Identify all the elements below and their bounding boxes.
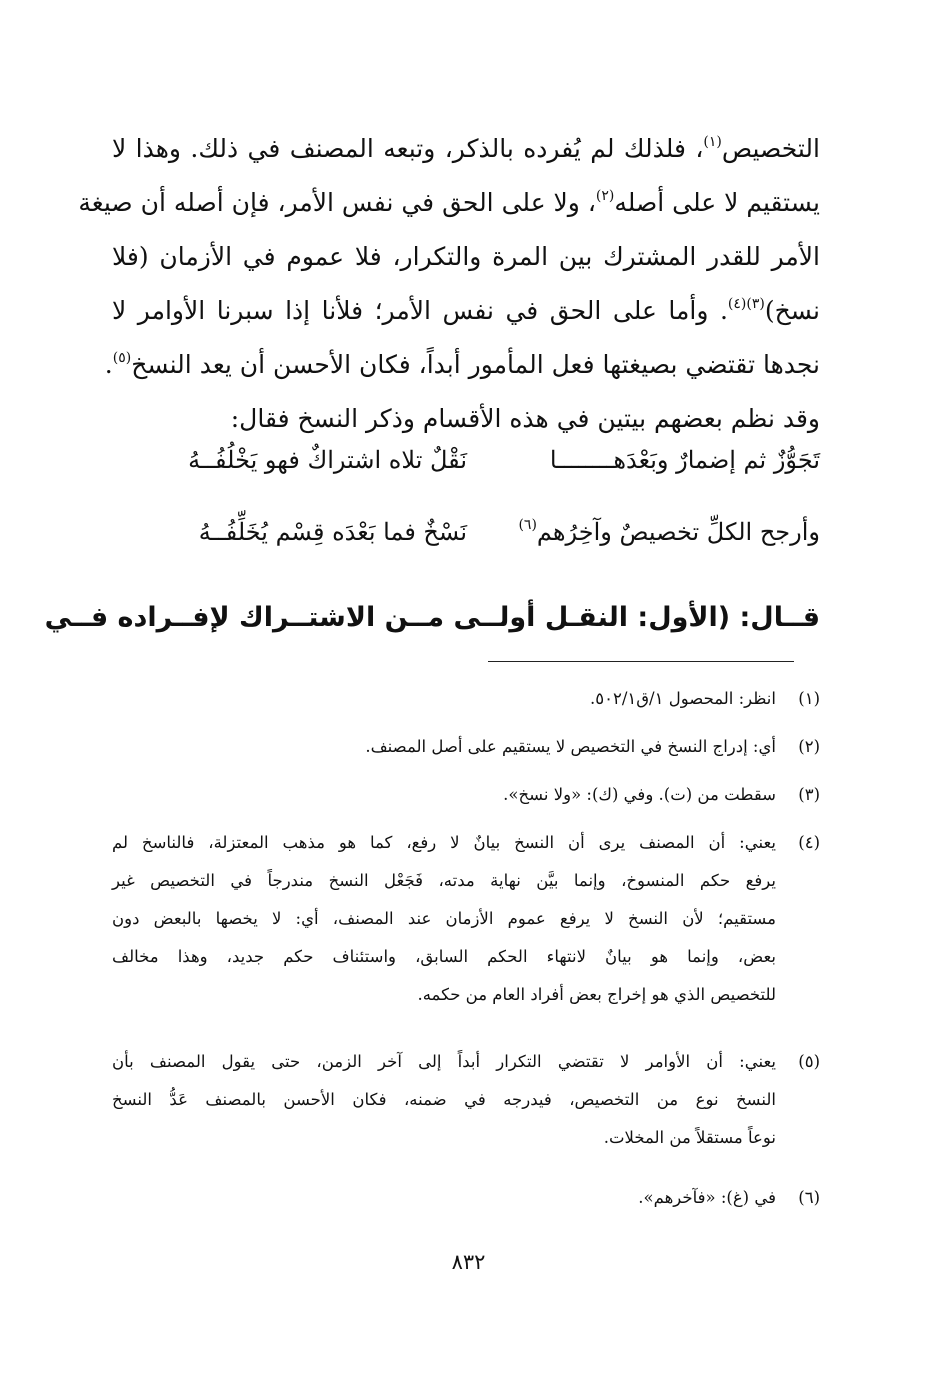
body-line: التخصيص$^{(١)}$، فلذلك لم يُفرده بالذكر، وتبعه المصنف في ذلك. وهذا لا: [112, 134, 820, 163]
footnote-separator: [488, 661, 794, 662]
footnote-number: (٣): [798, 785, 820, 804]
footnote-2: (٢)أي: إدراج النسخ في التخصيص لا يستقيم على أصل المصنف.: [112, 728, 820, 766]
verse-2-first-hemistich: نَسْخٌ فما بَعْدَه قِسْم يُخَلِّفُــهُ: [198, 518, 467, 546]
footnote-number: (٤): [798, 833, 820, 852]
body-line: نسخ)$^{(٣)(٤)}$. وأما على الحق في نفس الأمر؛ فلأنا إذا سبرنا الأوامر لا: [112, 296, 820, 325]
body-line: نجدها تقتضي بصيغتها فعل المأمور أبداً، فكان الأحسن أن يعد النسخ$^{(٥)}$.: [104, 350, 820, 379]
footnote-4: (٤)يعني: أن المصنف يرى أن النسخ بيانٌ لا رفع، كما هو مذهب المعتزلة، فالناسخ لم يرفع حكم المنسوخ، وإنما بيَّن نهاية مدته، فَجَعْل النسخ مندرجاً في التخصيص غير مستقيم؛ لأن النسخ لا يرفع عموم الأزمان عند المصنف، أي: لا يخصها بالبعض دون بعض، وإنما هو بيانٌ لانتهاء الحكم السابق، واستئناف حكم جديد، وهذا مخالف للتخصيص الذي هو إخراج بعض أفراد العام من حكمه.: [112, 824, 820, 1014]
footnote-ref: (٦): [518, 517, 537, 533]
footnote-number: (٥): [798, 1052, 820, 1071]
footnote-ref: (١): [703, 134, 722, 150]
page-number: ٨٣٢: [451, 1250, 486, 1274]
footnote-5: (٥)يعني: أن الأوامر لا تقتضي التكرار أبداً إلى آخر الزمن، حتى يقول المصنف بأن النسخ نوع من التخصيص، فيدرجه في ضمنه، فكان الأحسن بالمصنف عَدُّ النسخ نوعاً مستقلاً من المخلات.: [112, 1043, 820, 1157]
footnote-1: (١)انظر: المحصول ١/ق٥٠٢/١.: [112, 680, 820, 718]
footnote-number: (٢): [798, 737, 820, 756]
verse-2-second-hemistich: وأرجح الكلِّ تخصيصٌ وآخِرُهم$^{(٦)}$: [518, 517, 820, 546]
footnote-6: (٦)في (غ): «فآخرهم».: [112, 1179, 820, 1217]
section-heading: قــال: (الأول: النقـل أولــى مــن الاشتــراك لإفــراده فــي: [44, 602, 820, 633]
footnote-ref: (٣)(٤): [727, 296, 765, 312]
verse-1-first-hemistich: نَقْلٌ تلاه اشتراكٌ فهو يَخْلُفُــهُ: [188, 446, 467, 474]
footnote-number: (١): [798, 689, 820, 708]
body-line: الأمر للقدر المشترك بين المرة والتكرار، فلا عموم في الأزمان (فلا: [112, 242, 820, 271]
footnote-3: (٣)سقطت من (ت). وفي (ك): «ولا نسخ».: [112, 776, 820, 814]
body-line: يستقيم لا على أصله$^{(٢)}$، ولا على الحق في نفس الأمر، فإن أصله أن صيغة: [78, 188, 820, 217]
footnote-ref: (٥): [112, 350, 132, 366]
verse-1-second-hemistich: تَجَوُّزٌ ثم إضمارٌ وبَعْدَهــــــــا: [549, 446, 820, 474]
footnote-ref: (٢): [595, 188, 615, 204]
footnote-number: (٦): [798, 1188, 820, 1207]
body-line: وقد نظم بعضهم بيتين في هذه الأقسام وذكر النسخ فقال:: [230, 404, 820, 433]
